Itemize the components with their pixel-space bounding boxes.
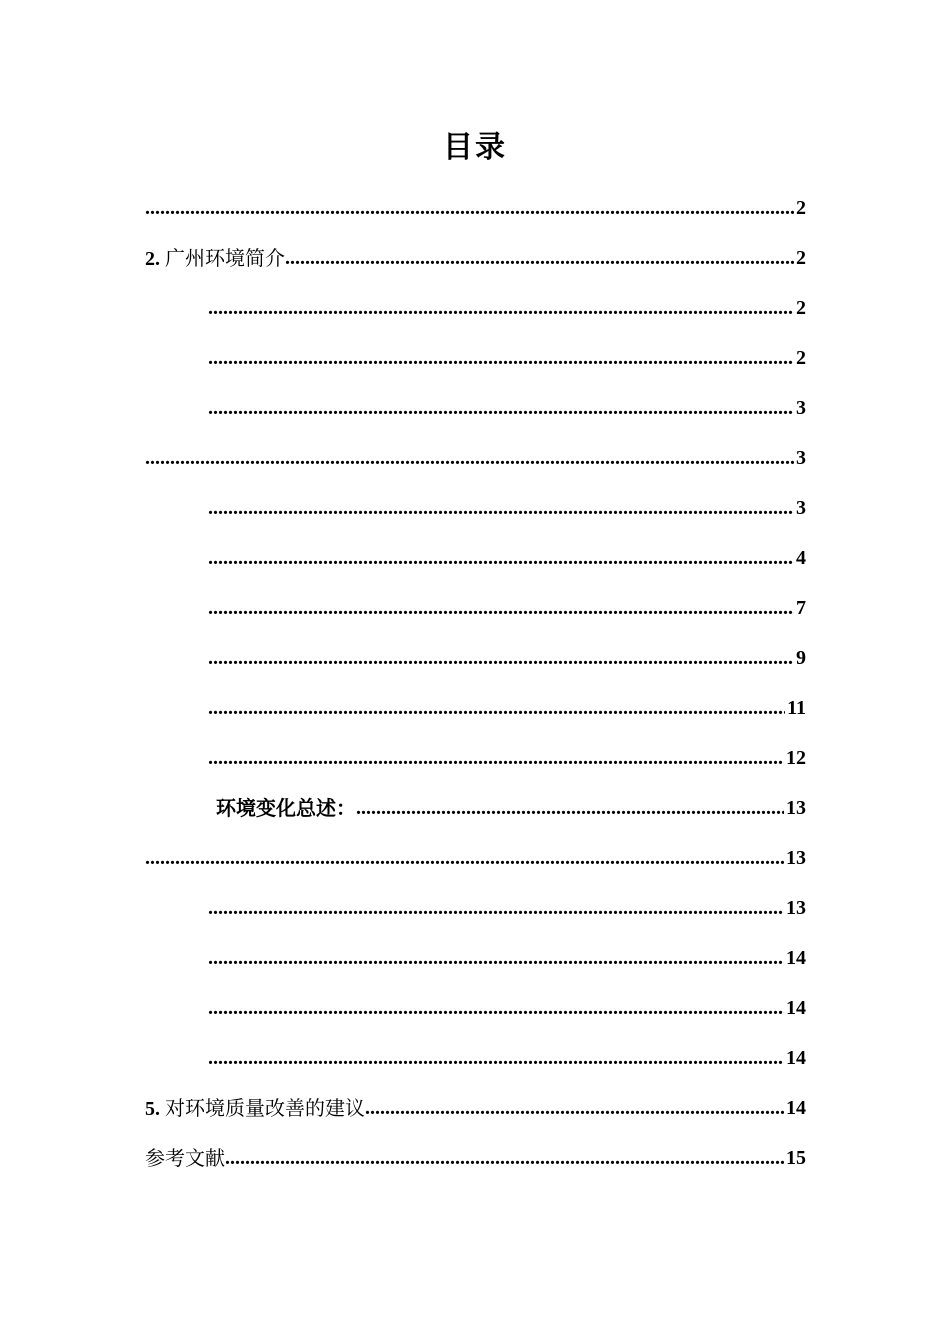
toc-page-number: 3 <box>796 397 806 419</box>
toc-leader-dots <box>208 643 794 673</box>
toc-entry-text: 环境变化总述： <box>216 796 356 820</box>
toc-entry[interactable] <box>208 333 806 383</box>
toc-page-number: 14 <box>786 947 806 969</box>
toc-entry-label <box>216 793 356 823</box>
toc-entry-text: 对环境质量改善的建议 <box>165 1095 365 1120</box>
toc-leader-dots <box>145 193 794 223</box>
toc-leader-dots <box>208 1043 784 1073</box>
toc-page-number: 2 <box>796 247 806 269</box>
toc-entry[interactable] <box>216 783 806 833</box>
toc-page-number: 7 <box>796 597 806 619</box>
toc-page-number: 4 <box>796 547 806 569</box>
toc-leader-dots <box>208 943 784 973</box>
toc-entry[interactable] <box>208 1033 806 1083</box>
toc-leader-dots <box>145 443 794 473</box>
toc-page-number: 14 <box>786 1047 806 1069</box>
toc-entry[interactable] <box>208 883 806 933</box>
toc-entry-number: 2. <box>145 247 160 270</box>
toc-leader-dots <box>145 843 784 873</box>
toc-entry-label <box>145 1143 225 1174</box>
page-title: 目录 <box>443 130 507 165</box>
toc-entry[interactable] <box>208 383 806 433</box>
table-of-contents <box>0 183 950 1183</box>
toc-entry[interactable] <box>208 583 806 633</box>
toc-entry[interactable] <box>208 283 806 333</box>
toc-entry[interactable] <box>145 833 806 883</box>
toc-leader-dots <box>208 543 794 573</box>
toc-leader-dots <box>208 293 794 323</box>
toc-leader-dots <box>208 393 794 423</box>
toc-leader-dots <box>356 793 784 823</box>
toc-entry[interactable] <box>208 733 806 783</box>
toc-leader-dots <box>208 693 785 723</box>
toc-entry[interactable] <box>145 1133 806 1183</box>
toc-leader-dots <box>208 593 794 623</box>
toc-entry-text: 广州环境简介 <box>165 245 285 270</box>
toc-page-number: 14 <box>786 1097 806 1119</box>
toc-page-number: 14 <box>786 997 806 1019</box>
toc-page-number: 12 <box>786 747 806 769</box>
toc-leader-dots <box>208 893 784 923</box>
toc-entry[interactable] <box>145 233 806 283</box>
toc-entry[interactable] <box>145 183 806 233</box>
toc-page-number: 15 <box>786 1147 806 1169</box>
toc-page-number: 3 <box>796 447 806 469</box>
toc-page-number: 9 <box>796 647 806 669</box>
toc-entry-label <box>145 1093 365 1124</box>
toc-page-number: 3 <box>796 497 806 519</box>
toc-entry[interactable] <box>145 433 806 483</box>
toc-entry-text: 参考文献 <box>145 1145 225 1170</box>
toc-leader-dots <box>208 493 794 523</box>
toc-entry[interactable] <box>208 483 806 533</box>
toc-entry-label <box>145 243 285 274</box>
toc-page-number: 11 <box>787 697 806 719</box>
toc-entry[interactable] <box>208 633 806 683</box>
toc-page-number: 2 <box>796 347 806 369</box>
toc-leader-dots <box>208 343 794 373</box>
toc-entry[interactable] <box>208 933 806 983</box>
toc-page-number: 13 <box>786 897 806 919</box>
toc-entry[interactable] <box>208 683 806 733</box>
toc-entry-number: 5. <box>145 1097 160 1120</box>
toc-page-number: 2 <box>796 297 806 319</box>
toc-entry[interactable] <box>208 533 806 583</box>
toc-page-number: 13 <box>786 847 806 869</box>
toc-leader-dots <box>365 1093 784 1123</box>
toc-leader-dots <box>208 743 784 773</box>
toc-page-number: 13 <box>786 797 806 819</box>
toc-entry[interactable] <box>145 1083 806 1133</box>
toc-leader-dots <box>225 1143 784 1173</box>
toc-leader-dots <box>208 993 784 1023</box>
toc-entry[interactable] <box>208 983 806 1033</box>
toc-page-number: 2 <box>796 197 806 219</box>
toc-leader-dots <box>285 243 794 273</box>
